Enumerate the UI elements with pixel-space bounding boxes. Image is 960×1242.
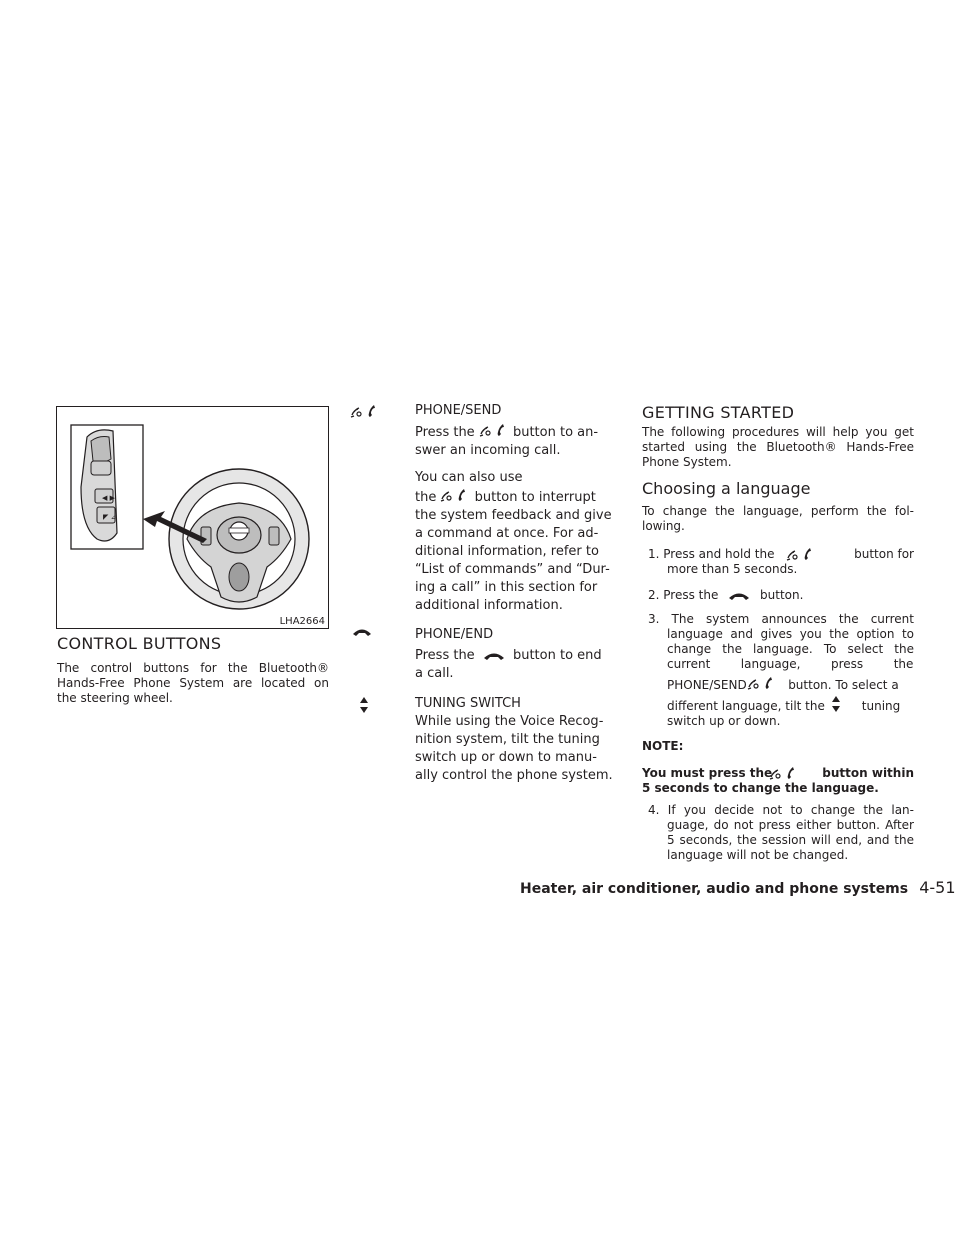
text-line: current language, press the [667, 657, 914, 671]
text-line: You can also use [415, 470, 523, 485]
text-line: a command at once. For ad- [415, 526, 599, 541]
text-line: language and gives you the option to [667, 627, 914, 641]
text-span: a call. [415, 666, 454, 681]
text-span: button to interrupt [474, 490, 596, 505]
step-1 [648, 546, 914, 577]
text-span: 1. Press and hold the [648, 546, 775, 561]
svg-text:◤ ⊿: ◤ ⊿ [103, 513, 117, 521]
text-span: the [415, 490, 437, 505]
steering-wheel-illustration [57, 407, 328, 628]
note-label: NOTE: [642, 739, 684, 753]
tuning-switch-title: TUNING SWITCH [415, 696, 521, 711]
text-line: the system feedback and give [415, 508, 612, 523]
step-3 [648, 612, 914, 729]
text-line: The following procedures will help you get [642, 425, 914, 439]
steering-wheel-figure [56, 406, 329, 629]
page-number: 4-51 [919, 878, 956, 897]
text-span: Press the [415, 425, 475, 440]
body-line: The control buttons for the Bluetooth® [57, 661, 329, 675]
step-1-line [648, 546, 914, 562]
text-span: different language, tilt the [667, 699, 825, 713]
text-span: button. To select a [788, 678, 899, 692]
phone-send-title: PHONE/SEND [415, 403, 502, 418]
tuning-switch-icon [829, 696, 843, 712]
control-buttons-body [57, 661, 329, 706]
text-span: button for [854, 546, 914, 561]
phone-end-desc [415, 647, 620, 683]
text-line: While using the Voice Recog- [415, 714, 604, 729]
text-line [648, 675, 914, 693]
figure-code: LHA2664 [279, 616, 325, 627]
getting-started-heading: GETTING STARTED [642, 403, 795, 422]
step-2 [648, 588, 914, 603]
text-span: button within [822, 765, 914, 780]
text-line: additional information. [415, 598, 563, 613]
tuning-switch-icon [359, 697, 369, 713]
text-line: 5 seconds, the session will end, and the [667, 833, 914, 847]
phone-send-icon [747, 675, 777, 691]
phone-send-desc [415, 422, 620, 460]
text-line: 4. If you decide not to change the lan- [648, 803, 914, 817]
body-line: Hands-Free Phone System are located on [57, 676, 329, 690]
text-line: Phone System. [642, 455, 732, 469]
text-span: PHONE/SEND [667, 678, 747, 692]
control-buttons-heading: CONTROL BUTTONS [57, 634, 222, 653]
phone-end-icon [352, 627, 372, 637]
getting-started-intro [642, 425, 914, 470]
text-span: Press the [415, 648, 475, 663]
phone-send-icon [440, 487, 470, 503]
phone-send-icon [479, 422, 509, 438]
text-line: ing a call” in this section for [415, 580, 598, 595]
text-line [648, 696, 914, 714]
phone-send-icon [786, 546, 816, 562]
text-line: nition system, tilt the tuning [415, 732, 600, 747]
text-span: You must press the [642, 765, 773, 780]
page-footer [520, 878, 956, 897]
choosing-language-intro [642, 504, 914, 534]
text-line: To change the language, perform the fol- [642, 504, 914, 518]
svg-text:◀ ▶: ◀ ▶ [102, 494, 115, 502]
text-line: more than 5 seconds. [667, 562, 798, 576]
text-line: “List of commands” and “Dur- [415, 562, 610, 577]
text-span: 2. Press the [648, 588, 719, 602]
phone-send-desc-2 [415, 469, 620, 615]
text-span: swer an incoming call. [415, 443, 561, 458]
text-line: change the language. To select the [667, 642, 914, 656]
text-span: button to end [512, 648, 602, 663]
text-line: switch up or down to manu- [415, 750, 597, 765]
tuning-switch-desc [415, 713, 625, 785]
footer-section-title: Heater, air conditioner, audio and phone systems [520, 881, 909, 897]
phone-end-icon [722, 591, 756, 601]
phone-send-icon [350, 403, 380, 419]
phone-end-icon [479, 651, 509, 661]
text-line: switch up or down. [667, 714, 781, 728]
phone-send-icon [769, 765, 799, 781]
text-line: started using the Bluetooth® Hands-Free [642, 440, 914, 454]
text-span: tuning [861, 699, 901, 713]
text-line: 3. The system announces the current [648, 612, 914, 626]
step-4 [648, 803, 914, 863]
text-line: ditional information, refer to [415, 544, 599, 559]
text-line [415, 487, 620, 507]
text-span: button to an- [512, 425, 599, 440]
text-line: guage, do not press either button. After [667, 818, 914, 832]
phone-end-title: PHONE/END [415, 627, 494, 642]
note-line [642, 765, 914, 781]
text-line: 5 seconds to change the language. [642, 781, 879, 795]
text-line: language will not be changed. [667, 848, 849, 862]
text-line: ally control the phone system. [415, 768, 613, 783]
body-line: the steering wheel. [57, 691, 173, 705]
text-line: lowing. [642, 519, 685, 533]
text-span: button. [760, 588, 804, 602]
note-text [642, 765, 914, 796]
choosing-language-heading: Choosing a language [642, 479, 811, 498]
